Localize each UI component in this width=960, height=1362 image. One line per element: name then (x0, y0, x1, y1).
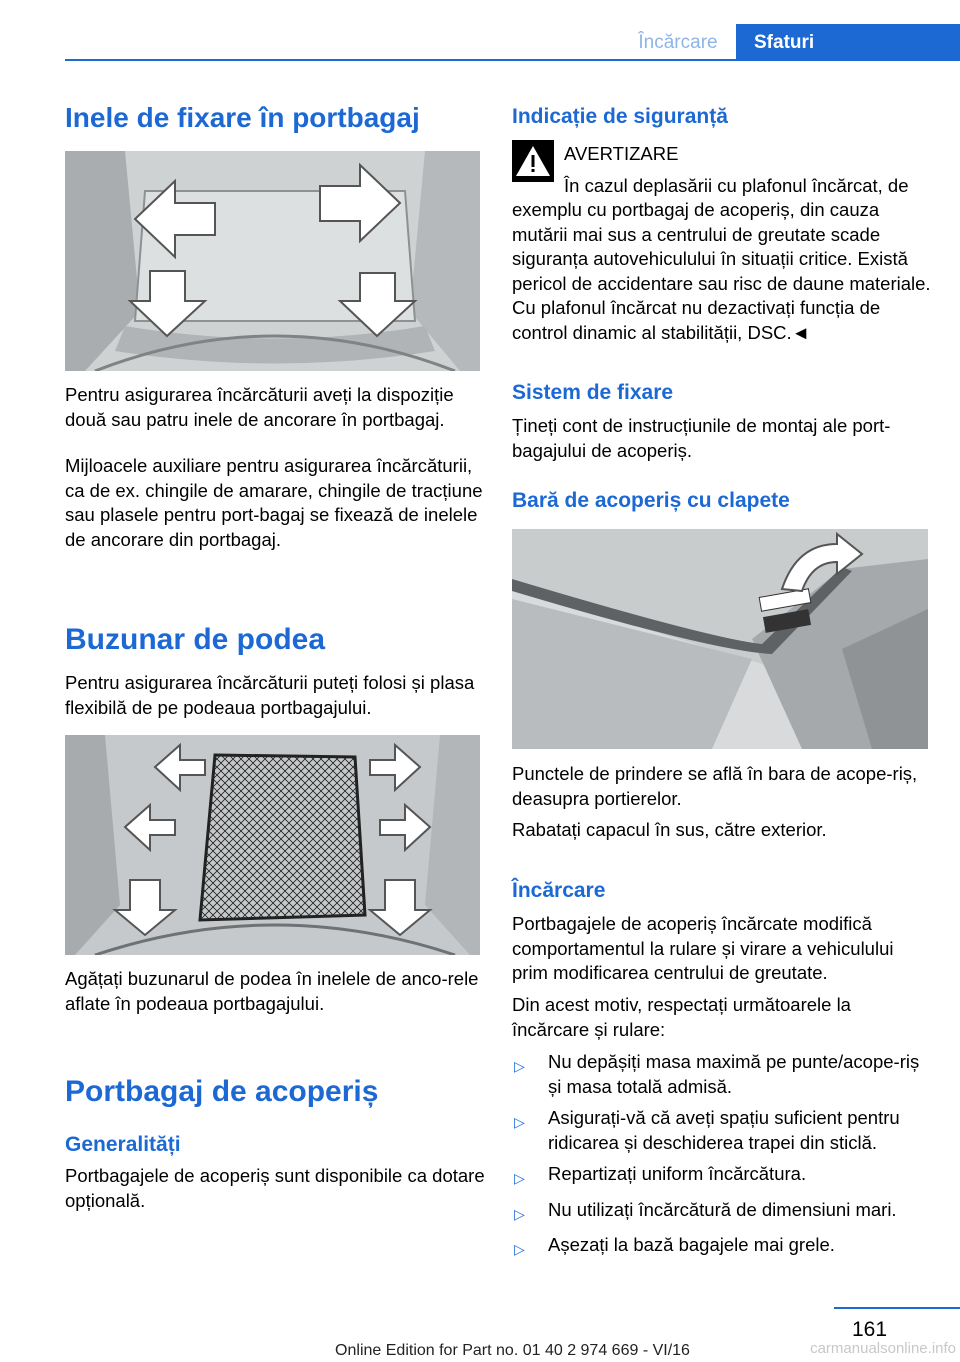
bullet-marker-icon: ▷ (514, 1241, 525, 1257)
loading-paragraph: Portbagajele de acoperiș încărcate modifică comportamentul la rulare și virare a vehiculului prim modificarea centrului de greutate. (512, 913, 894, 983)
list-item-text: Repartizați uniform încărcătura. (548, 1163, 807, 1184)
page-title: Inele de fixare în portbagaj (65, 102, 420, 133)
bullet-marker-icon: ▷ (514, 1205, 525, 1222)
warning-first-line: În cazul deplasării cu plafonul încărcat, de (564, 175, 909, 196)
roof-bar-heading: Bară de acoperiș cu clapete (512, 489, 790, 512)
trunk-rings-image (65, 151, 480, 371)
floor-pocket-heading: Buzunar de podea (65, 623, 326, 656)
loading-rules-paragraph: Din acest motiv, respectați următoarele la încărcare și rulare: (512, 994, 851, 1040)
loading-heading: Încărcare (512, 879, 606, 902)
list-item (512, 1050, 932, 1099)
roof-bar-points-paragraph: Punctele de prindere se află în bara de acope-riș, deasupra portierelor. (512, 763, 918, 809)
list-item (512, 1106, 932, 1155)
list-item-text: Nu utilizați încărcătură de dimensiuni mari. (548, 1198, 897, 1220)
roof-bar-cover-paragraph: Rabatați capacul în sus, către exterior. (512, 819, 827, 840)
intro-paragraph: Pentru asigurarea încărcăturii aveți la dispoziție două sau patru inele de ancorare în portbagaj. (65, 384, 454, 430)
list-item-text: Nu depășiți masa maximă pe punte/acope-riș și masa totală admisă. (548, 1051, 920, 1097)
bullet-marker-icon: ▷ (514, 1170, 525, 1186)
loading-bullet-list (512, 1050, 932, 1262)
list-item (512, 1233, 932, 1262)
warning-label: AVERTIZARE (564, 143, 679, 164)
header-active-tab[interactable]: Sfaturi (736, 24, 960, 61)
general-paragraph: Portbagajele de acoperiș sunt disponibile ca dotare opțională. (65, 1165, 485, 1211)
bullet-marker-icon: ▷ (514, 1058, 525, 1074)
warning-text: exemplu cu portbagaj de acoperiș, din cauza mutării mai sus a centrului de greutate scade siguranța autovehiculului în situații critice. Există pericol de accidentare sau risc de daune materiale. Cu plafonul încărcat nu dezactivați funcția de control dinamic al stabilității, DSC.◄ (512, 199, 931, 343)
aids-paragraph: Mijloacele auxiliare pentru asigurarea încărcăturii, ca de ex. chingile de amarare, chingile de tracțiune sau plasele pentru port-bagaj se fixează de inelele de ancorare din portbagaj. (65, 455, 483, 550)
list-item (512, 1162, 932, 1191)
watermark: carmanualsonline.info (810, 1340, 956, 1357)
general-heading: Generalități (65, 1133, 181, 1156)
page-number: 161 (852, 1318, 888, 1341)
roof-bar-image (512, 529, 928, 749)
bullet-marker-icon: ▷ (514, 1114, 525, 1130)
edition-footer: Online Edition for Part no. 01 40 2 974 669 - VI/16 (335, 1342, 690, 1359)
footer-rule (834, 1307, 960, 1309)
safety-heading: Indicație de siguranță (512, 105, 728, 128)
floor-pocket-hook-paragraph: Agățați buzunarul de podea în inelele de anco-rele aflate în podeaua portbagajului. (65, 968, 479, 1014)
list-item-text: Așezați la bază bagajele mai grele. (548, 1234, 835, 1255)
header-section-tab[interactable]: Încărcare (638, 31, 718, 53)
floor-pocket-paragraph: Pentru asigurarea încărcăturii puteți folosi și plasa flexibilă de pe podeaua portbagajului. (65, 672, 475, 718)
fixing-system-heading: Sistem de fixare (512, 381, 674, 404)
floor-net-image (65, 735, 480, 955)
list-item (512, 1198, 932, 1227)
roof-rack-heading: Portbagaj de acoperiș (65, 1075, 379, 1108)
warning-icon (512, 140, 554, 182)
fixing-system-paragraph: Țineți cont de instrucțiunile de montaj ale port-bagajului de acoperiș. (512, 415, 891, 461)
list-item-text: Asigurați-vă că aveți spațiu suficient pentru ridicarea și deschiderea trapei din sticlă. (548, 1107, 900, 1153)
